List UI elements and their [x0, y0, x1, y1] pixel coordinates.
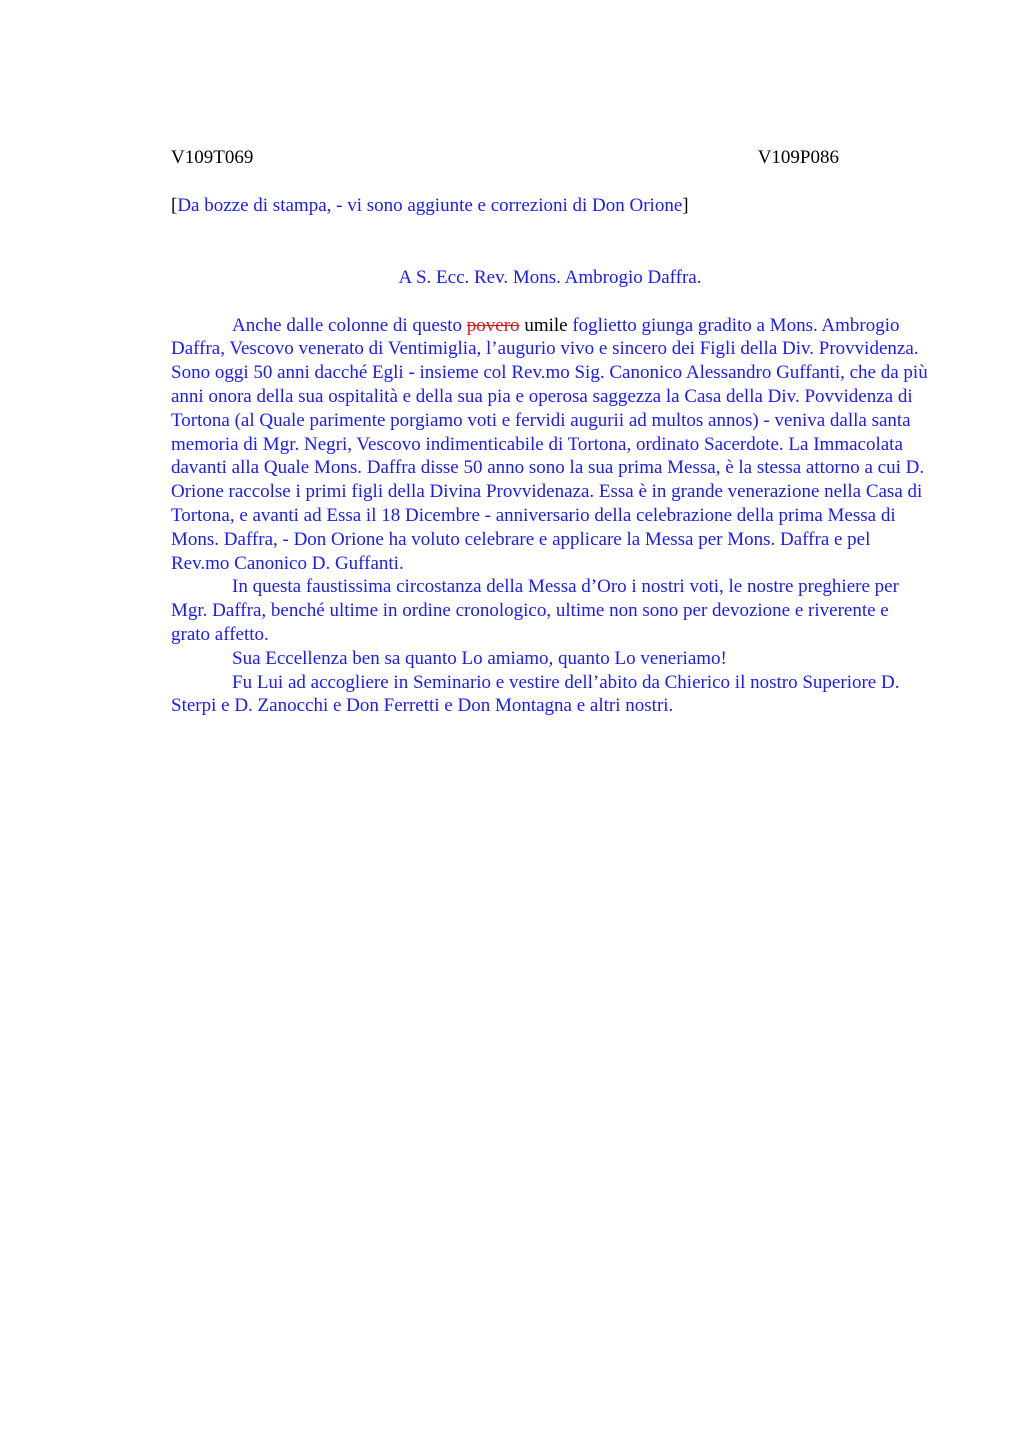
deleted-word: povero	[466, 314, 520, 336]
paragraph-3: Sua Eccellenza ben sa quanto Lo amiamo, quanto Lo veneriamo!	[232, 647, 727, 669]
paragraph-4: Fu Lui ad accogliere in Seminario e vestire dell’abito da Chierico il nostro Superiore D. Sterpi e D. Zanocchi e Don Ferretti e Don Montagna e altri nostri.	[171, 671, 900, 717]
paragraph-1	[171, 314, 929, 576]
document-code-left: V109T069	[171, 147, 254, 168]
document-header	[171, 146, 839, 170]
document-code-right: V109P086	[757, 147, 839, 168]
editorial-note	[171, 194, 929, 218]
paragraph-1-start: Anche dalle colonne di questo	[232, 314, 467, 336]
note-bracket-close: ]	[682, 195, 689, 216]
letter-title: A S. Ecc. Rev. Mons. Ambrogio Daffra.	[398, 266, 702, 288]
note-text: Da bozze di stampa, - vi sono aggiunte e correzioni di Don Orione	[177, 195, 683, 216]
note-bracket-open: [	[171, 195, 178, 216]
paragraph-2: In questa faustissima circostanza della Messa d’Oro i nostri voti, le nostre preghiere per Mgr. Daffra, benché ultime in ordine cronologico, ultime non sono per devozione e riverente e grato affetto.	[171, 576, 899, 645]
paragraph-1-rest: foglietto giunga gradito a Mons. Ambrogio Daffra, Vescovo venerato di Ventimiglia, l’augurio vivo e sincero dei Figli della Div. Provvidenza. Sono oggi 50 anni dacché Egli - insieme col Rev.mo Sig. Canonico Alessandro Guffanti, che da più anni onora della sua ospitalità e della sua pia e operosa saggezza la Casa della Div. Povvidenza di Tortona (al Quale parimente porgiamo voti e fervidi augurii ad multos annos) - veniva dalla santa memoria di Mgr. Negri, Vescovo indimenticabile di Tortona, ordinato Sacerdote. La Immacolata davanti alla Quale Mons. Daffra disse 50 anno sono la sua prima Messa, è la stessa attorno a cui D. Orione raccolse i primi figli della Divina Provvidenaza. Essa è in grande venerazione nella Casa di Tortona, e avanti ad Essa il 18 Dicembre - anniversario della celebrazione della prima Messa di Mons. Daffra, - Don Orione ha voluto celebrare e applicare la Messa per Mons. Daffra e pel Rev.mo Canonico D. Guffanti.	[171, 314, 928, 574]
document-page	[171, 146, 929, 718]
letter-body	[171, 314, 929, 719]
inserted-word: umile	[519, 314, 573, 336]
